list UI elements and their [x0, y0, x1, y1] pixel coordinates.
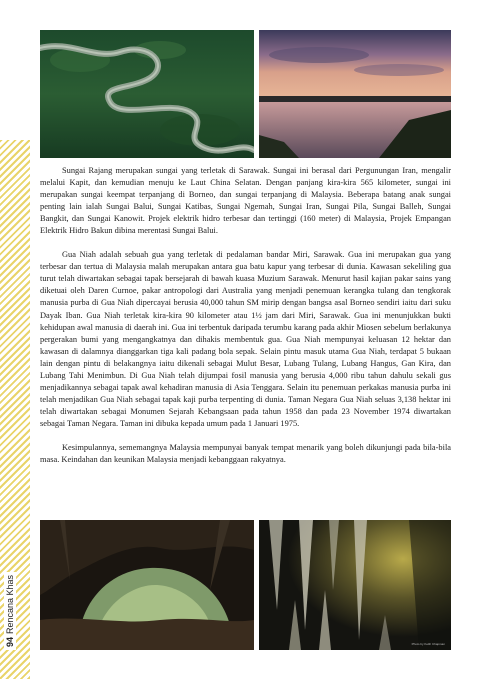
- river-dusk-photo: [259, 30, 451, 158]
- article-body: [40, 165, 451, 478]
- page-number: 94: [5, 636, 15, 647]
- photo-credit: Photo by Keith Chapman: [411, 642, 445, 646]
- paragraph-gua-niah: Gua Niah adalah sebuah gua yang terletak di pedalaman bandar Miri, Sarawak. Gua ini merupakan gua yang terbesar dan tertua di Malaysia malah merupakan antara gua batu kapur yang terbesar di dunia. Kawasan sekeliling gua turut telah diwartakan sebagai tapak bersejarah di bawah kuasa Muzium Sarawak. Menurut hasil kajian pakar sains yang diketuai oleh Daren Curnoe, pakar antropologi dari Australia yang menjadi penemuan kerangka tulang dan tengkorak manusia purba di Gua Niah dipercayai berusia 40,000 tahun SM mirip dengan bangsa asal Borneo sendiri iaitu dari suku Dayak Iban. Gua Niah terletak kira-kira 90 kilometer atau 1½ jam dari Miri, Sarawak. Gua ini menunjukkan bukti kehidupan awal manusia di daerah ini. Gua ini terbentuk daripada terumbu karang pada akhir Miosen sebelum berlakunya pergerakan bumi yang mengangkatnya dan dihakis membentuk gua. Gua Niah mempunyai keluasan 12 hektar dan kawasan di dalamnya dianggarkan tiga kali padang bola sepak. Selain pintu masuk utama Gua Niah, terdapat 5 bukaan lain dengan pintu di belakangnya iaitu dikenali sebagai Mulut Besar, Lubang Tulang, Lubang Hangus, Gan Kira, dan Lubang Tahi Menimbun. Di Gua Niah telah dijumpai fosil manusia yang berusia 4,000 ribu tahun dahulu sekali gus menjadikannya sebagai tapak awal kehadiran manusia di Asia Tenggara. Selain itu penemuan perkakas manusia purba ini telah menjadikan Gua Niah sebagai tapak kaji purba terpenting di dunia. Taman Negara Gua Niah seluas 3,138 hektar ini telah diwartakan sebagai Monumen Sejarah Kebangsaan pada tahun 1958 dan pada 23 November 1974 diwartakan sebagai Taman Negara. Taman ini dibuka kepada umum pada 1 Januari 1975.: [40, 250, 451, 428]
- section-name: Rencana Khas: [5, 574, 15, 634]
- cave-entrance-photo: [40, 520, 254, 650]
- cave-interior-photo: [259, 520, 451, 650]
- paragraph-kesimpulan: Kesimpulannya, sememangnya Malaysia mempunyai banyak tempat menarik yang boleh dikunjungi pada bila-bila masa. Keindahan dan keunikan Malaysia menjadi kebanggaan rakyatnya.: [40, 442, 451, 465]
- aerial-river-photo: [40, 30, 254, 158]
- paragraph-sungai-rajang: Sungai Rajang merupakan sungai yang terletak di Sarawak. Sungai ini berasal dari Pergunungan Iran, mengalir melalui Kapit, dan kemudian menuju ke Laut China Selatan. Dengan panjang kira-kira 565 kilometer, sungai ini merupakan sungai keempat terpanjang di Borneo, dan sungai terpanjang di Malaysia. Beberapa batang anak sungai penting lain ialah Sungai Balui, Sungai Katibas, Sungai Ngemah, Sungai Iran, Sungai Pila, Sungai Balleh, Sungai Bangkit, dan Sungai Kanowit. Projek elektrik hidro terbesar dan tertinggi (160 meter) di Malaysia, Projek Empangan Elektrik Hidro Bakun dibina merentasi Sungai Balui.: [40, 166, 451, 236]
- page-footer-label: [4, 560, 20, 650]
